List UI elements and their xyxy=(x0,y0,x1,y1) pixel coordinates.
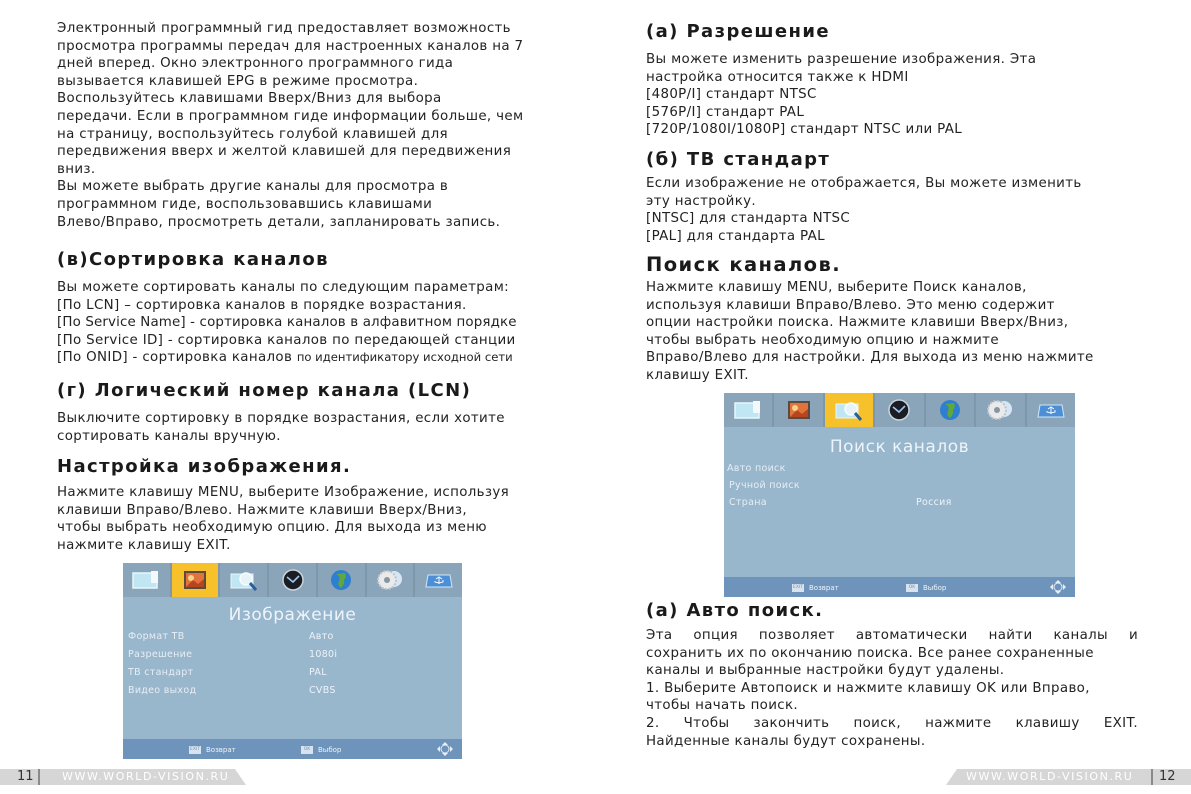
text-line: 1. Выберите Автопоиск и нажмите клавишу OK или Вправо, xyxy=(646,680,1090,696)
text-line xyxy=(57,349,557,367)
text-line: сохранить их по окончанию поиска. Все ранее сохраненные xyxy=(646,645,1094,661)
footer xyxy=(946,769,1191,785)
text-line: [По Service Name] - сортировка каналов в алфавитном порядке xyxy=(57,315,517,331)
exit-keycap: EXIT xyxy=(792,585,803,590)
exit-hint xyxy=(792,584,839,592)
search-icon xyxy=(825,393,875,427)
menu-row-label: Ручной поиск xyxy=(729,480,800,491)
text-line: Воспользуйтесь клавишами Вверх/Вниз для выбора xyxy=(57,91,442,107)
text-line: [По Service ID] - сортировка каналов по передающей станции xyxy=(57,332,516,348)
navigation-arrows-icon xyxy=(436,741,454,757)
text-line: клавиши Вправо/Влево. Нажмите клавиши Вверх/Вниз, xyxy=(57,502,468,518)
menu-hint-bar xyxy=(123,739,462,759)
settings-icon xyxy=(367,563,416,597)
text-line: Выключите сортировку в порядке возрастания, если хотите xyxy=(57,411,505,426)
text-line: каналы и выбранные настройки будут удалены. xyxy=(646,663,1005,679)
footer-separator xyxy=(38,769,40,785)
ok-keycap: OK xyxy=(301,746,313,754)
text-line: просмотра программы передач для настроенных каналов на 7 xyxy=(57,38,524,54)
globe-icon xyxy=(318,563,367,597)
ok-hint-label: Выбор xyxy=(318,746,342,754)
text-line: опции настройки поиска. Нажмите клавиши Вверх/Вниз, xyxy=(646,315,1069,331)
text-line: эту настройку. xyxy=(646,193,757,209)
footer xyxy=(0,769,248,785)
text-line: Вы можете выбрать другие каналы для просмотра в xyxy=(57,179,449,195)
text-line: используя клавиши Вправо/Влево. Это меню содержит xyxy=(646,297,1055,313)
text-line: [NTSC] для стандарта NTSC xyxy=(646,211,851,227)
text-line: нажмите клавишу EXIT. xyxy=(57,537,231,553)
page-11 xyxy=(0,0,595,794)
text-line: чтобы выбрать необходимую опцию и нажмите xyxy=(646,332,999,348)
footer-url[interactable]: WWW.WORLD-VISION.RU xyxy=(966,770,1134,783)
auto-search-text xyxy=(646,627,1138,750)
menu-row-label: Видео выход xyxy=(128,685,197,696)
text-line: чтобы выбрать необходимую опцию. Для выхода из меню xyxy=(57,520,487,536)
menu-row-label: Формат ТВ xyxy=(128,631,185,642)
text-line: Если изображение не отображается, Вы можете изменить xyxy=(646,176,1082,191)
menu-hint-bar xyxy=(724,577,1075,597)
ok-hint xyxy=(906,584,946,592)
text-line: Вы можете сортировать каналы по следующим параметрам: xyxy=(57,280,510,295)
menu-row-label: Страна xyxy=(729,497,767,508)
sort-heading: (в)Сортировка каналов xyxy=(57,249,329,270)
footer-strip-tail xyxy=(229,769,247,785)
globe-icon xyxy=(926,393,976,427)
clock-icon xyxy=(269,563,318,597)
exit-keycap: EXIT xyxy=(189,747,200,752)
menu-row-label: Авто поиск xyxy=(727,463,786,474)
page-number: 11 xyxy=(17,769,34,784)
text-line: Влево/Вправо, просмотреть детали, запланировать запись. xyxy=(57,214,501,230)
text-line: 2. Чтобы закончить поиск, нажмите клавишу EXIT. xyxy=(646,715,1138,731)
ok-hint-label: Выбор xyxy=(923,584,947,592)
resolution-heading: (а) Разрешение xyxy=(646,21,830,42)
text-line: Эта опция позволяет автоматически найти каналы и xyxy=(646,628,1138,643)
menu-row-value: PAL xyxy=(309,667,327,678)
clock-icon xyxy=(875,393,925,427)
menu-row-value: CVBS xyxy=(309,685,336,696)
text-line: передачи. Если в программном гиде информации больше, чем xyxy=(57,108,524,124)
menu-title: Изображение xyxy=(228,605,357,625)
image-menu-screenshot xyxy=(123,563,462,759)
tv-standard-text xyxy=(646,175,1138,245)
text-line: Найденные каналы будут сохранены. xyxy=(646,733,926,749)
page-12 xyxy=(596,0,1191,794)
menu-row-value: Россия xyxy=(916,497,952,508)
channel-search-text xyxy=(646,279,1138,385)
epg-intro xyxy=(57,20,557,231)
menu-row-label: Разрешение xyxy=(128,649,193,660)
footer-url[interactable]: WWW.WORLD-VISION.RU xyxy=(62,770,230,783)
picture-icon xyxy=(172,563,221,597)
text-line: Электронный программный гид предоставляет возможность xyxy=(57,21,511,36)
tv-icon xyxy=(123,563,172,597)
menu-icon-bar xyxy=(123,563,462,597)
text-line: Нажмите клавишу MENU, выберите Поиск каналов, xyxy=(646,280,1027,295)
lcn-heading: (г) Логический номер канала (LCN) xyxy=(57,380,472,401)
exit-hint-label: Возврат xyxy=(206,746,236,754)
menu-row-label: ТВ стандарт xyxy=(128,667,194,678)
usb-icon xyxy=(1027,393,1075,427)
ok-keycap: OK xyxy=(906,584,918,592)
search-menu-screenshot xyxy=(724,393,1075,597)
text-line: [По LCN] – сортировка каналов в порядке возрастания. xyxy=(57,297,467,313)
text-line: чтобы начать поиск. xyxy=(646,698,799,714)
text-line: программном гиде, воспользовавшись клавишами xyxy=(57,196,433,212)
usb-icon xyxy=(415,563,462,597)
channel-search-heading: Поиск каналов. xyxy=(646,253,842,276)
auto-search-heading: (а) Авто поиск. xyxy=(646,600,824,621)
text-line: Нажмите клавишу MENU, выберите Изображение, используя xyxy=(57,485,510,500)
text-line: Вправо/Влево для настройки. Для выхода из меню нажмите xyxy=(646,350,1094,366)
text-line: [576P/I] стандарт PAL xyxy=(646,104,805,120)
text-line: [720P/1080I/1080P] стандарт NTSC или PAL xyxy=(646,122,963,138)
text-line: Вы можете изменить разрешение изображения. Эта xyxy=(646,52,1037,67)
picture-icon xyxy=(774,393,824,427)
text-line: настройка относится также к HDMI xyxy=(646,69,909,85)
tv-icon xyxy=(724,393,774,427)
text-line: дней вперед. Окно электронного программного гида xyxy=(57,56,454,72)
menu-row-value: 1080i xyxy=(309,649,338,660)
resolution-text xyxy=(646,51,1138,139)
text-line: [PAL] для стандарта PAL xyxy=(646,228,825,244)
page-number: 12 xyxy=(1159,769,1176,784)
text-fragment: по идентификатору исходной сети xyxy=(296,350,513,365)
text-line: [480P/I] стандарт NTSC xyxy=(646,87,817,103)
search-icon xyxy=(220,563,269,597)
settings-icon xyxy=(976,393,1026,427)
footer-separator xyxy=(1151,769,1153,785)
sort-options xyxy=(57,279,557,367)
menu-icon-bar xyxy=(724,393,1075,427)
lcn-text xyxy=(57,410,557,445)
text-line: клавишу EXIT. xyxy=(646,367,749,383)
text-line: вниз. xyxy=(57,161,96,177)
ok-hint xyxy=(301,746,341,754)
footer-strip-tail xyxy=(946,769,964,785)
image-settings-heading: Настройка изображения. xyxy=(57,456,352,477)
image-settings-text xyxy=(57,484,557,554)
text-line: вызывается клавишей EPG в режиме просмотра. xyxy=(57,73,419,89)
exit-hint xyxy=(189,746,236,754)
text-fragment: [По ONID] - сортировка каналов xyxy=(57,350,297,366)
exit-hint-label: Возврат xyxy=(809,584,839,592)
menu-row-value: Авто xyxy=(309,631,334,642)
menu-title: Поиск каналов xyxy=(829,437,970,457)
navigation-arrows-icon xyxy=(1049,579,1067,595)
text-line: сортировать каналы вручную. xyxy=(57,428,281,444)
tv-standard-heading: (б) ТВ стандарт xyxy=(646,149,831,170)
text-line: передвижения вверх и желтой клавишей для передвижения xyxy=(57,144,512,160)
text-line: на страницу, воспользуйтесь голубой клавишей для xyxy=(57,126,448,142)
